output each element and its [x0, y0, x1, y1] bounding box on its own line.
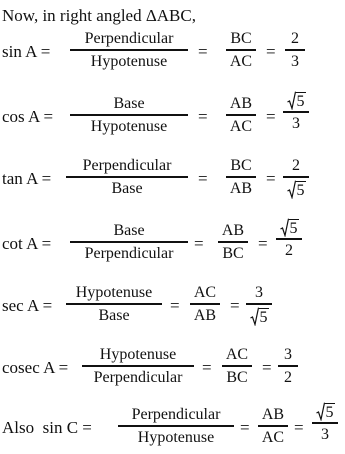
radicand: 5 — [325, 404, 334, 421]
value-fraction — [312, 402, 338, 444]
equals-sign: = — [240, 418, 250, 437]
fraction-numerator: Perpendicular — [82, 157, 172, 174]
fraction-denominator: Hypotenuse — [90, 52, 168, 70]
lhs-cosec-a: cosec A = — [2, 358, 69, 377]
equals-sign: = — [202, 358, 212, 377]
value-fraction — [278, 346, 298, 387]
fraction-denominator: AB — [229, 179, 253, 197]
ratio-name-fraction — [66, 284, 162, 325]
fraction-denominator: AC — [261, 428, 285, 446]
fraction-numerator: BC — [230, 30, 252, 47]
fraction-numerator: Base — [113, 95, 145, 112]
equals-sign: = — [266, 107, 276, 126]
fraction-numerator: Hypotenuse — [99, 346, 177, 363]
fraction-denominator: AC — [229, 117, 253, 135]
fraction-denominator: 3 — [291, 52, 299, 70]
fraction-denominator: AC — [229, 52, 253, 70]
fraction-denominator: BC — [226, 368, 248, 386]
ratio-name-fraction — [66, 157, 188, 198]
equals-sign: = — [262, 358, 272, 377]
fraction-numerator: AB — [261, 406, 285, 423]
equals-sign: = — [294, 418, 304, 437]
radical-sign-icon — [287, 180, 296, 199]
square-root — [315, 402, 336, 422]
side-fraction — [226, 157, 256, 198]
value-fraction — [283, 157, 309, 199]
fraction-denominator: 3 — [292, 114, 300, 132]
fraction-denominator: Hypotenuse — [137, 428, 215, 446]
fraction-denominator: 3 — [321, 425, 329, 443]
side-fraction — [218, 222, 248, 263]
side-fraction — [226, 95, 256, 136]
fraction-numerator: 2 — [292, 157, 300, 174]
radicand: 5 — [289, 220, 298, 237]
equals-sign: = — [170, 296, 180, 315]
equals-sign: = — [198, 42, 208, 61]
radical-sign-icon — [287, 91, 296, 110]
radicand: 5 — [259, 308, 268, 326]
fraction-denominator: AB — [193, 306, 217, 324]
side-fraction — [258, 406, 288, 447]
equals-sign: = — [266, 42, 276, 61]
ratio-name-fraction — [82, 346, 194, 387]
fraction-denominator: BC — [222, 244, 244, 262]
radicand: 5 — [296, 93, 305, 110]
side-fraction — [190, 284, 220, 325]
value-fraction — [276, 218, 302, 260]
fraction-numerator: AB — [229, 95, 253, 112]
value-fraction — [285, 30, 305, 71]
equals-sign: = — [198, 107, 208, 126]
fraction-denominator: 2 — [284, 368, 292, 386]
square-root — [249, 305, 270, 326]
value-fraction — [283, 91, 309, 133]
ratio-name-fraction — [70, 95, 188, 136]
equals-sign: = — [230, 296, 240, 315]
radical-sign-icon — [250, 307, 259, 326]
lhs-sin-c: Also sin C = — [2, 418, 92, 437]
fraction-denominator: Perpendicular — [84, 244, 174, 262]
square-root — [279, 218, 300, 238]
lhs-tan-a: tan A = — [2, 169, 52, 188]
fraction-numerator: 2 — [291, 30, 299, 47]
fraction-numerator: AC — [193, 284, 217, 301]
fraction-denominator: Hypotenuse — [90, 117, 168, 135]
fraction-numerator: Hypotenuse — [75, 284, 153, 301]
fraction-numerator: Perpendicular — [131, 406, 221, 423]
fraction-denominator: Base — [111, 179, 143, 197]
fraction-numerator: Perpendicular — [84, 30, 174, 47]
equals-sign: = — [198, 169, 208, 188]
fraction-denominator: 2 — [285, 241, 293, 259]
square-root — [286, 91, 307, 111]
fraction-numerator: AC — [225, 346, 249, 363]
equals-sign: = — [266, 169, 276, 188]
value-fraction — [246, 284, 272, 326]
side-fraction — [222, 346, 252, 387]
side-fraction — [226, 30, 256, 71]
intro-text: Now, in right angled ΔABC, — [2, 6, 196, 25]
fraction-numerator: 3 — [255, 284, 263, 301]
fraction-denominator: Perpendicular — [93, 368, 183, 386]
fraction-numerator: BC — [230, 157, 252, 174]
fraction-numerator: AB — [221, 222, 245, 239]
ratio-name-fraction — [70, 30, 188, 71]
square-root — [286, 178, 307, 199]
fraction-numerator: Base — [113, 222, 145, 239]
radicand: 5 — [296, 181, 305, 199]
ratio-name-fraction — [118, 406, 234, 447]
equals-sign: = — [194, 234, 204, 253]
lhs-sec-a: sec A = — [2, 296, 53, 315]
equals-sign: = — [258, 234, 268, 253]
ratio-name-fraction — [70, 222, 188, 263]
lhs-sin-a: sin A = — [2, 42, 51, 61]
lhs-cot-a: cot A = — [2, 234, 52, 253]
radical-sign-icon — [316, 402, 325, 421]
fraction-numerator: 3 — [284, 346, 292, 363]
fraction-denominator: Base — [98, 306, 130, 324]
radical-sign-icon — [280, 218, 289, 237]
lhs-cos-a: cos A = — [2, 107, 54, 126]
